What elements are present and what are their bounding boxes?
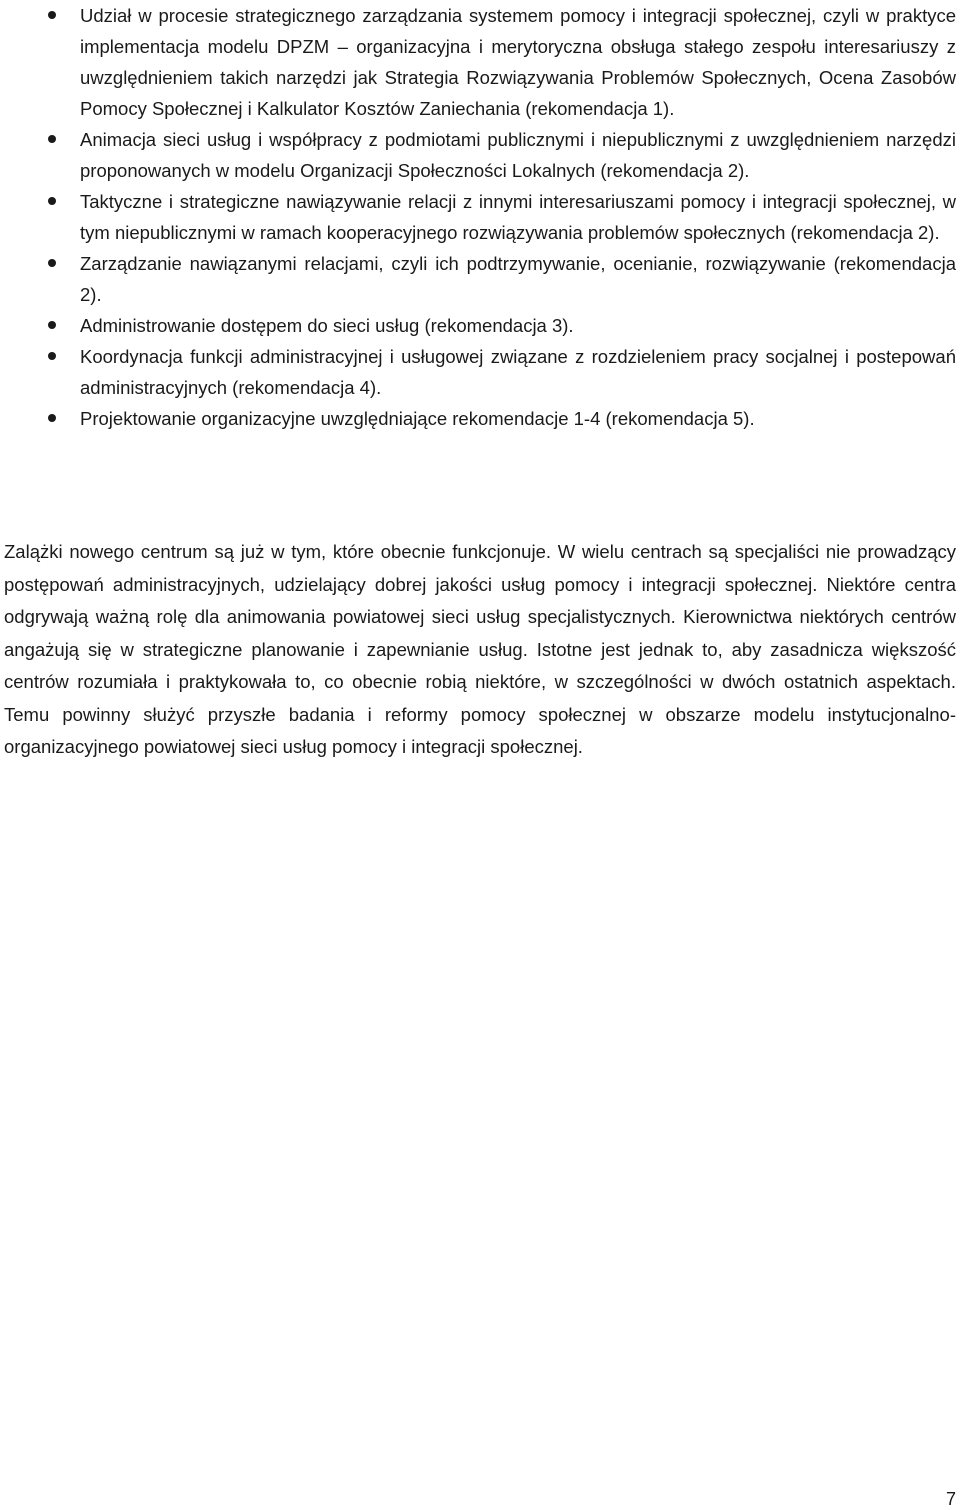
- list-item-text: Administrowanie dostępem do sieci usług (rekomendacja 3).: [80, 315, 574, 336]
- list-item: [0, 0, 960, 124]
- bullet-dot-icon: [48, 135, 56, 143]
- page-number: 7: [945, 1489, 956, 1509]
- bullet-dot-icon: [48, 259, 56, 267]
- list-item: [0, 248, 960, 310]
- bullet-dot-icon: [48, 321, 56, 329]
- bullet-dot-icon: [48, 197, 56, 205]
- list-item: [0, 186, 960, 248]
- body-paragraph: Zalążki nowego centrum są już w tym, które obecnie funkcjonuje. W wielu centrach są specjaliści nie prowadzący postępowań administracyjnych, udzielający dobrej jakości usług pomocy i integracji społecznej. Niektóre centra odgrywają ważną rolę dla animowania powiatowej sieci usług specjalistycznych. Kierownictwa niektórych centrów angażują się w strategiczne planowanie i zapewnianie usług. Istotne jest jednak to, aby zasadnicza większość centrów rozumiała i praktykowała to, co obecnie robią niektóre, w szczególności w dwóch ostatnich aspektach. Temu powinny służyć przyszłe badania i reformy pomocy społecznej w obszarze modelu instytucjonalno-organizacyjnego powiatowej sieci usług pomocy i integracji społecznej.: [4, 541, 956, 757]
- list-item: [0, 341, 960, 403]
- bullet-dot-icon: [48, 414, 56, 422]
- bullet-dot-icon: [48, 352, 56, 360]
- list-item: [0, 403, 960, 434]
- bullet-dot-icon: [48, 11, 56, 19]
- list-item: [0, 310, 960, 341]
- list-item-text: Koordynacja funkcji administracyjnej i usługowej związane z rozdzieleniem pracy socjalnej i postepowań administracyjnych (rekomendacja 4).: [80, 346, 956, 398]
- list-item-text: Zarządzanie nawiązanymi relacjami, czyli ich podtrzymywanie, ocenianie, rozwiązywanie (rekomendacja 2).: [80, 253, 956, 305]
- list-item-text: Udział w procesie strategicznego zarządzania systemem pomocy i integracji społecznej, czyli w praktyce implementacja modelu DPZM – organizacyjna i merytoryczna obsługa stałego zespołu interesariuszy z uwzględnieniem takich narzędzi jak Strategia Rozwiązywania Problemów Społecznych, Ocena Zasobów Pomocy Społecznej i Kalkulator Kosztów Zaniechania (rekomendacja 1).: [80, 5, 956, 119]
- list-item-text: Taktyczne i strategiczne nawiązywanie relacji z innymi interesariuszami pomocy i integracji społecznej, w tym niepublicznymi w ramach kooperacyjnego rozwiązywania problemów społecznych (rekomendacja 2).: [80, 191, 956, 243]
- list-item: [0, 124, 960, 186]
- bullet-list: [0, 0, 960, 434]
- list-item-text: Animacja sieci usług i współpracy z podmiotami publicznymi i niepublicznymi z uwzględnieniem narzędzi proponowanych w modelu Organizacji Społeczności Lokalnych (rekomendacja 2).: [80, 129, 956, 181]
- list-item-text: Projektowanie organizacyjne uwzględniające rekomendacje 1-4 (rekomendacja 5).: [80, 408, 755, 429]
